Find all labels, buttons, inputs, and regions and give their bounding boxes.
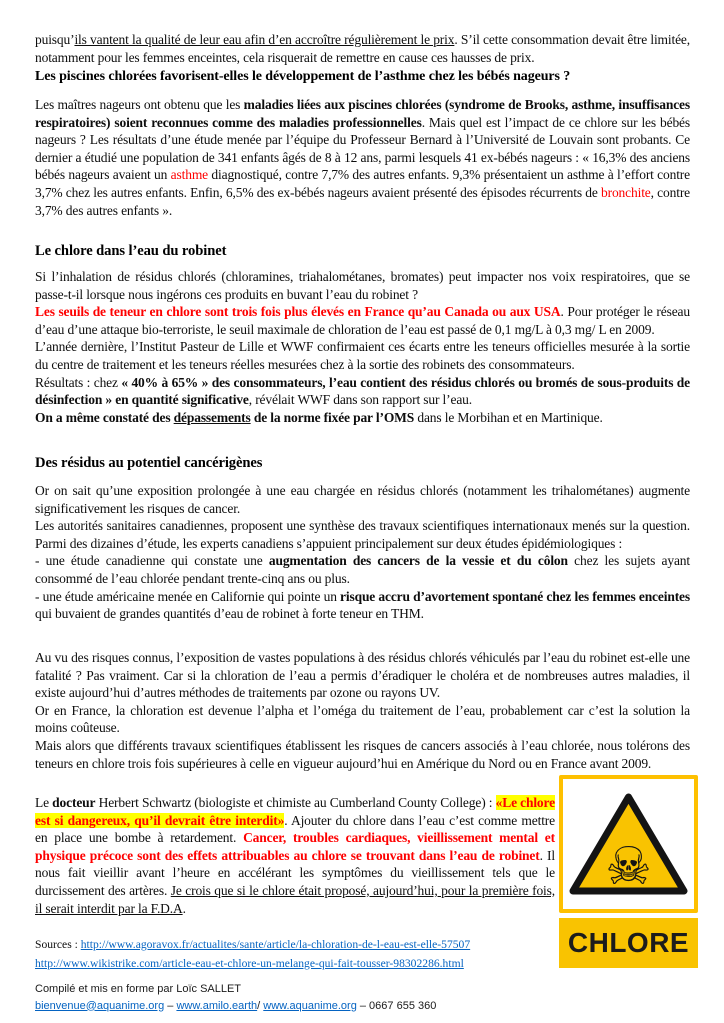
text-run: diagnostiqué, contre 7,7% des autres enfants. 9,3% présentaient un asthme à l’effort contre 3,7% chez les autres enfants. Enfin, 6,5% des ex-bébés nageurs avaient présenté des épisodes récurrents de [35, 167, 690, 200]
text-run: Au vu des risques connus, l’exposition de vastes populations à des résidus chlorés véhiculés par l’eau du robinet est-elle une fatalité ? Pas vraiment. Car si la chloration de l’eau a permis d’éradiquer le choléra et de nombreuses autres maladies, il existe aujourd’hui d’autres méthodes de traitements par ozone ou rayons UV. [35, 650, 690, 701]
chlorine-warning-sign [559, 775, 698, 968]
source-link-wikistrike[interactable]: http://www.wikistrike.com/article-eau-et-chlore-un-melange-qui-fait-tousser-98302286.html [35, 956, 464, 970]
red-thresholds-text: Les seuils de teneur en chlore sont trois fois plus élevés en France qu’au Canada ou aux USA [35, 304, 561, 320]
footer-amilo-link[interactable]: www.amilo.earth [176, 999, 258, 1012]
text-run: . Pour protéger le réseau d’eau d’une attaque bio-terroriste, le seuil maximale de chloration de l’eau est passé de 0,1 mg/L à 0,3 mg/ L en 2009. [35, 304, 690, 337]
text-run: Si l’inhalation de résidus chlorés (chloramines, triahalométanes, bromates) peut impacter nos voix respiratoires, que se passe-t-il lorsque nous ingérons ces produits en buvant l’eau du robinet ? [35, 269, 690, 302]
text-run: - une étude américaine menée en Californie qui pointe un [35, 588, 341, 604]
text-run: . Mais quel est l’impact de ce chlore sur les bébés nageurs ? Les résultats d’une étude menée par l’équipe du Professeur Bernard à l’Université de Louvain sont probants. Ce dernier a étudié une population de 341 enfants âgés de 8 à 12 ans, parmi lesquels 41 ex-bébés nageurs : « 16,3% des anciens bébés nageurs avaient un [35, 114, 691, 183]
red-bronchite-text: bronchite [601, 184, 651, 200]
toxic-warning-triangle-panel [559, 775, 698, 913]
text-run: docteur [52, 795, 96, 810]
text-run: , contre 3,7% des autres enfants ». [35, 184, 691, 218]
bold-diseases-text: maladies liées aux piscines chlorées (syndrome de Brooks, asthme, insuffisances respiratoires) soient reconnues comme des maladies professionnelles [35, 97, 690, 130]
text-run: chez les sujets ayant consommé de l’eau chlorée pendant trente-cinq ans ou plus. [35, 553, 690, 586]
section-heading-carcinogenic: Des résidus au potentiel cancérigènes [35, 455, 263, 471]
chlore-sign-label: CHLORE [559, 918, 698, 968]
sources-label: Sources : [35, 938, 81, 951]
text-run: - une étude canadienne qui constate une [35, 553, 269, 569]
underlined-depassements-text: dépassements [173, 409, 251, 425]
bold-results-text: « 40% à 65% » des consommateurs, l’eau contient des résidus chlorés ou bromés de sous-produits de désinfection » en quantité significative [35, 374, 690, 408]
footer-section [35, 981, 575, 1014]
text-run: L’année dernière, l’Institut Pasteur de Lille et WWF confirmaient ces écarts entre les teneurs officielles mesurée à la sortie du centre de traitement et les teneurs réelles mesurées chez à la sortie des robinets des consommateurs. [35, 339, 690, 372]
section-heading-pools: Les piscines chlorées favorisent-elles le développement de l’asthme chez les bébés nageurs ? [35, 69, 571, 84]
footer-credit-text: Compilé et mis en forme par Loïc SALLET [35, 983, 242, 995]
text-run: . Il nous fait vieillir avant l’heure en accélérant les symptômes du vieillissement tels que le durcissement des artères. [35, 847, 555, 898]
text-run: Or en France, la chloration est devenue l’alpha et l’oméga du traitement de l’eau, probablement car c’est la solution la moins coûteuse. [35, 702, 690, 736]
text-run: Les maîtres nageurs ont obtenu que les [35, 97, 244, 112]
paragraph-cancer-studies [35, 482, 690, 623]
text-run: Or on sait qu’une exposition prolongée à une eau chargée en résidus chlorés (notamment les trihalométanes) augmente significativement les risques de cancer. [35, 483, 690, 516]
paragraph-tap-water [35, 268, 690, 426]
highlighted-quote-text: «Le chlore est si dangereux, qu’il devrait être interdit» [35, 795, 555, 828]
sources-section [35, 936, 575, 973]
underlined-fda-text: Je crois que si le chlore était proposé, aujourd’hui, pour la première fois, il serait interdit par la F.D.A [35, 882, 555, 916]
text-run: qui buvaient de grandes quantités d’eau de robinet à forte teneur en THM. [35, 606, 424, 622]
footer-aquanime-link[interactable]: www.aquanime.org [263, 999, 357, 1012]
paragraph-chloration-risks [35, 649, 690, 772]
text-run: On a même constaté des [35, 409, 174, 425]
red-asthme-text: asthme [170, 167, 209, 183]
toxic-triangle-graphic [565, 788, 692, 900]
text-run: Herbert Schwartz (biologiste et chimiste au Cumberland County College) : [95, 795, 496, 810]
red-effects-text: Cancer, troubles cardiaques, vieillissement mental et physique précoce sont des effets attribuables au chlore se trouvant dans l’eau de robinet [35, 830, 555, 863]
skull-crossbones-icon: ☠ [605, 837, 652, 897]
text-run: . [182, 900, 186, 916]
footer-phone-text: – 0667 655 360 [356, 999, 437, 1012]
text-run: , révélait WWF dans son rapport sur l’eau. [248, 392, 473, 408]
paragraph-pools-study [35, 96, 690, 219]
paragraph-intro [35, 31, 690, 66]
text-run: . S’il cette consommation devait être limitée, notamment pour les femmes enceintes, cela risquerait de remettre en cause ces hausses de prix. [35, 32, 691, 65]
underlined-claim-text: ils vantent la qualité de leur eau afin d’en accroître régulièrement le prix [74, 32, 455, 47]
text-run: Résultats : chez [35, 374, 122, 390]
text-run: puisqu’ [35, 32, 75, 47]
text-run: – [164, 999, 177, 1012]
text-run: . Ajouter du chlore dans l’eau c’est comme mettre en place une bombe à retardement. [35, 812, 555, 846]
footer-email-link[interactable]: bienvenue@aquanime.org [35, 999, 165, 1012]
text-run: Les autorités sanitaires canadiennes, proposent une synthèse des travaux scientifiques internationaux menés sur la question. Parmi des dizaines d’étude, les experts canadiens s’appuient principalement sur deux études épidémiologiques : [35, 518, 690, 551]
source-link-agoravox[interactable]: http://www.agoravox.fr/actualites/sante/article/la-chloration-de-l-eau-est-elle-57507 [80, 938, 471, 951]
paragraph-doctor-quote [35, 794, 555, 917]
text-run: dans le Morbihan et en Martinique. [414, 409, 603, 425]
section-heading-tap-water: Le chlore dans l’eau du robinet [35, 243, 227, 259]
text-run: Mais alors que différents travaux scientifiques établissent les risques de cancers associés à l’eau chlorée, nous tolérons des teneurs en chlore trois fois supérieures à celle en vigueur aujourd’hui en Amérique du Nord ou en France avant 2009. [35, 737, 690, 771]
text-run: Le [35, 795, 53, 810]
text-run: / [257, 999, 264, 1012]
bold-miscarriage-text: risque accru d’avortement spontané chez les femmes enceintes [340, 588, 690, 604]
text-run: de la norme fixée par l’OMS [250, 409, 415, 425]
bold-bladder-colon-text: augmentation des cancers de la vessie et du côlon [268, 553, 568, 569]
